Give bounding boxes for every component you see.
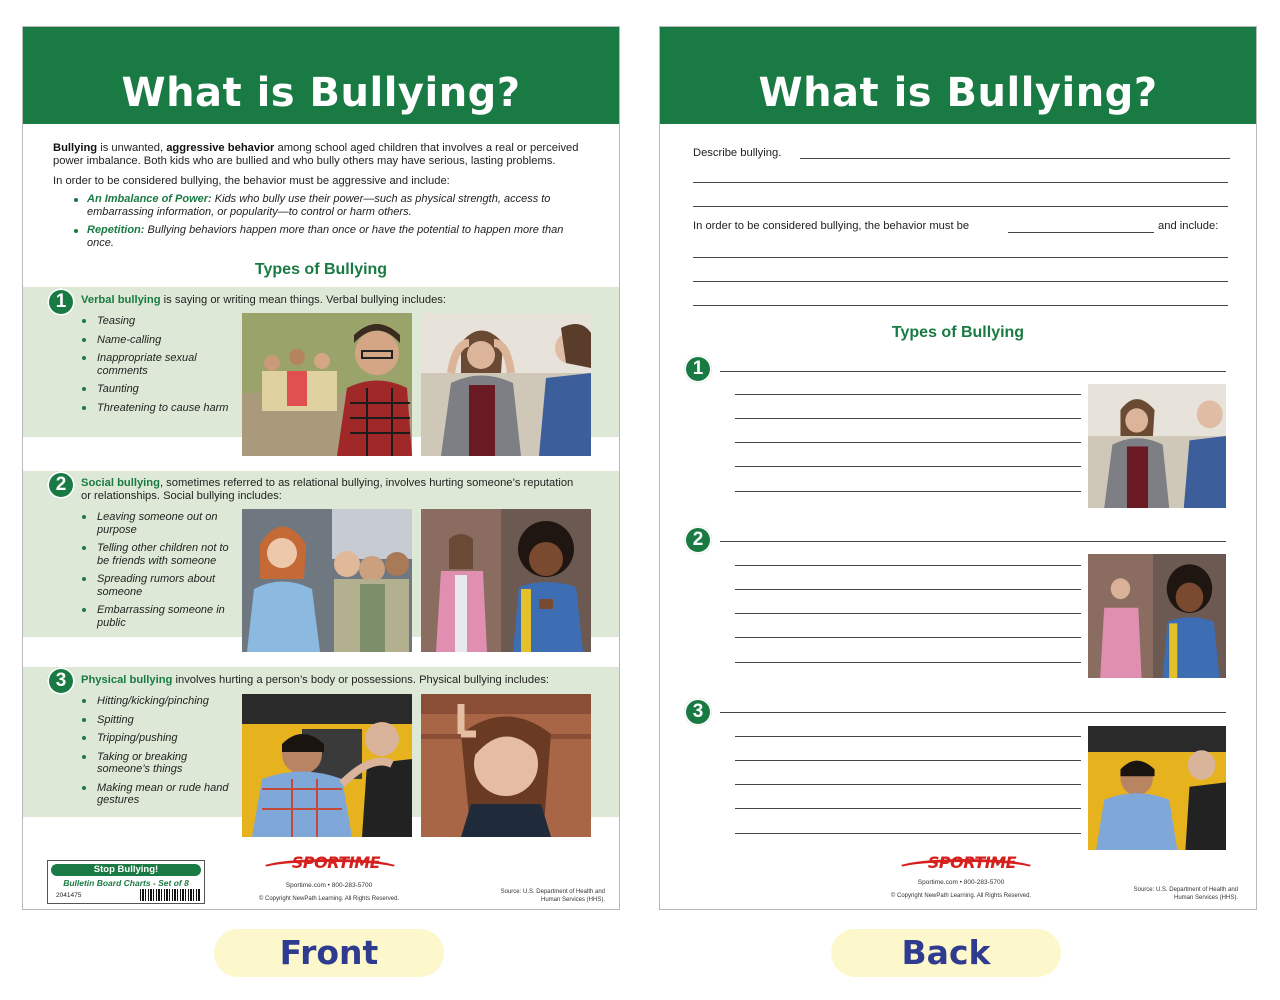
answer-line[interactable]	[735, 589, 1081, 590]
page-title: What is Bullying?	[121, 70, 521, 116]
section-name: Social bullying	[81, 477, 160, 489]
answer-line[interactable]	[735, 736, 1081, 737]
section-number-1: 1	[47, 288, 75, 316]
copyright: © Copyright NewPath Learning. All Rights Reserved.	[890, 893, 1032, 899]
answer-line[interactable]	[735, 833, 1081, 834]
describe-prompt: Describe bullying.	[693, 147, 782, 159]
answer-line[interactable]	[693, 257, 1228, 258]
list-item: Name-calling	[81, 334, 231, 347]
criterion-repetition	[87, 224, 567, 250]
contact-info: Sportime.com • 800-283-5700	[917, 879, 1005, 886]
product-code: 2041475	[56, 892, 82, 899]
section-number-2: 2	[47, 471, 75, 499]
criterion-text: Kids who bully use their power—such as physical strength, access to embarrassing information, or popularity—to control or harm others.	[87, 193, 551, 218]
types-heading: Types of Bullying	[891, 324, 1025, 341]
answer-line[interactable]	[693, 305, 1228, 306]
answer-line[interactable]	[735, 613, 1081, 614]
photo-girl-on-bus	[242, 509, 412, 652]
copyright: © Copyright NewPath Learning. All Rights Reserved.	[258, 896, 400, 902]
answer-line[interactable]	[735, 808, 1081, 809]
type-name-line[interactable]	[720, 541, 1226, 542]
answer-line[interactable]	[735, 565, 1081, 566]
source-note: Source: U.S. Department of Health and Human Services (HHS).	[500, 889, 605, 903]
source-note: Source: U.S. Department of Health and Human Services (HHS).	[1133, 887, 1238, 901]
section-number-3: 3	[684, 698, 712, 726]
list-item: Inappropriate sexual comments	[81, 352, 231, 377]
title-banner	[23, 27, 619, 124]
physical-list	[81, 695, 231, 813]
product-label-title: Stop Bullying!	[51, 864, 201, 876]
logo-wordmark: SPORTIME	[927, 853, 1017, 872]
section-desc: is saying or writing mean things. Verbal bullying includes:	[160, 294, 447, 306]
answer-line[interactable]	[735, 466, 1081, 467]
list-item: Embarrassing someone in public	[81, 604, 231, 629]
section-desc: , sometimes referred to as relational bullying, involves hurting someone’s reputation or relationships. Social bullying includes:	[81, 477, 574, 502]
section-name: Physical bullying	[81, 674, 173, 686]
photo-teens-phones	[421, 509, 591, 652]
list-item: Teasing	[81, 315, 231, 328]
answer-line[interactable]	[693, 206, 1228, 207]
back-worksheet	[659, 26, 1257, 910]
criteria-lead: In order to be considered bullying, the behavior must be aggressive and include:	[53, 175, 450, 187]
section-name: Verbal bullying	[81, 294, 161, 306]
bullet-dot	[74, 229, 78, 233]
list-item: Threatening to cause harm	[81, 402, 231, 415]
list-item: Leaving someone out on purpose	[81, 511, 231, 536]
back-label: Back	[831, 929, 1061, 977]
photo-boys-pushing	[1088, 726, 1226, 850]
photo-girl-distressed	[421, 313, 591, 456]
list-item: Spitting	[81, 714, 231, 727]
answer-line[interactable]	[735, 760, 1081, 761]
intro-term-2: aggressive behavior	[166, 142, 275, 154]
social-list	[81, 511, 231, 635]
intro-text-1: is unwanted,	[97, 142, 167, 154]
front-label: Front	[214, 929, 444, 977]
type-name-line[interactable]	[720, 712, 1226, 713]
list-item: Making mean or rude hand gestures	[81, 782, 231, 807]
criteria-prompt-b: and include:	[1158, 220, 1219, 232]
answer-line[interactable]	[735, 491, 1081, 492]
fill-in-blank[interactable]	[1008, 232, 1154, 233]
barcode	[140, 889, 200, 901]
list-item: Taking or breaking someone’s things	[81, 751, 231, 776]
section-social-intro	[81, 477, 581, 503]
product-label-box	[47, 860, 205, 904]
section-desc: involves hurting a person’s body or possessions. Physical bullying includes:	[172, 674, 550, 686]
front-worksheet	[22, 26, 620, 910]
answer-line[interactable]	[800, 158, 1230, 159]
list-item: Spreading rumors about someone	[81, 573, 231, 598]
product-label-subtitle: Bulletin Board Charts - Set of 8	[63, 878, 189, 888]
contact-info: Sportime.com • 800-283-5700	[285, 882, 373, 889]
answer-line[interactable]	[735, 662, 1081, 663]
answer-line[interactable]	[735, 637, 1081, 638]
sportime-logo	[259, 853, 399, 873]
photo-girl-gesture	[421, 694, 591, 837]
list-item: Hitting/kicking/pinching	[81, 695, 231, 708]
photo-teens-group	[242, 313, 412, 456]
criteria-prompt-a: In order to be considered bullying, the behavior must be	[693, 220, 970, 232]
logo-wordmark: SPORTIME	[291, 853, 381, 872]
section-number-3: 3	[47, 667, 75, 695]
list-item: Tripping/pushing	[81, 732, 231, 745]
title-banner	[660, 27, 1256, 124]
criterion-text: Bullying behaviors happen more than once or have the potential to happen more than once.	[87, 224, 564, 249]
sportime-logo	[895, 853, 1035, 873]
list-item: Taunting	[81, 383, 231, 396]
list-item: Telling other children not to be friends with someone	[81, 542, 231, 567]
intro-text-2: among school aged children that involves a real or perceived power imbalance. Both kids who are bullied and who bully others may have serious, lasting problems.	[53, 142, 579, 167]
criterion-key: An Imbalance of Power:	[87, 193, 212, 205]
bullet-dot	[74, 198, 78, 202]
types-heading: Types of Bullying	[254, 261, 388, 278]
criterion-key: Repetition:	[87, 224, 145, 236]
criterion-power	[87, 193, 567, 219]
answer-line[interactable]	[693, 281, 1228, 282]
photo-boys-pushing	[242, 694, 412, 837]
page-title: What is Bullying?	[758, 70, 1158, 116]
answer-line[interactable]	[735, 394, 1081, 395]
answer-line[interactable]	[735, 784, 1081, 785]
intro-paragraph	[53, 142, 583, 168]
type-name-line[interactable]	[720, 371, 1226, 372]
intro-term: Bullying	[53, 142, 98, 154]
section-number-1: 1	[684, 355, 712, 383]
section-physical-intro	[81, 674, 581, 687]
verbal-list	[81, 315, 231, 420]
answer-line[interactable]	[693, 182, 1228, 183]
answer-line[interactable]	[735, 418, 1081, 419]
section-verbal-intro	[81, 294, 581, 307]
photo-girl-distressed	[1088, 384, 1226, 508]
photo-teens-phones	[1088, 554, 1226, 678]
answer-line[interactable]	[735, 442, 1081, 443]
section-number-2: 2	[684, 526, 712, 554]
